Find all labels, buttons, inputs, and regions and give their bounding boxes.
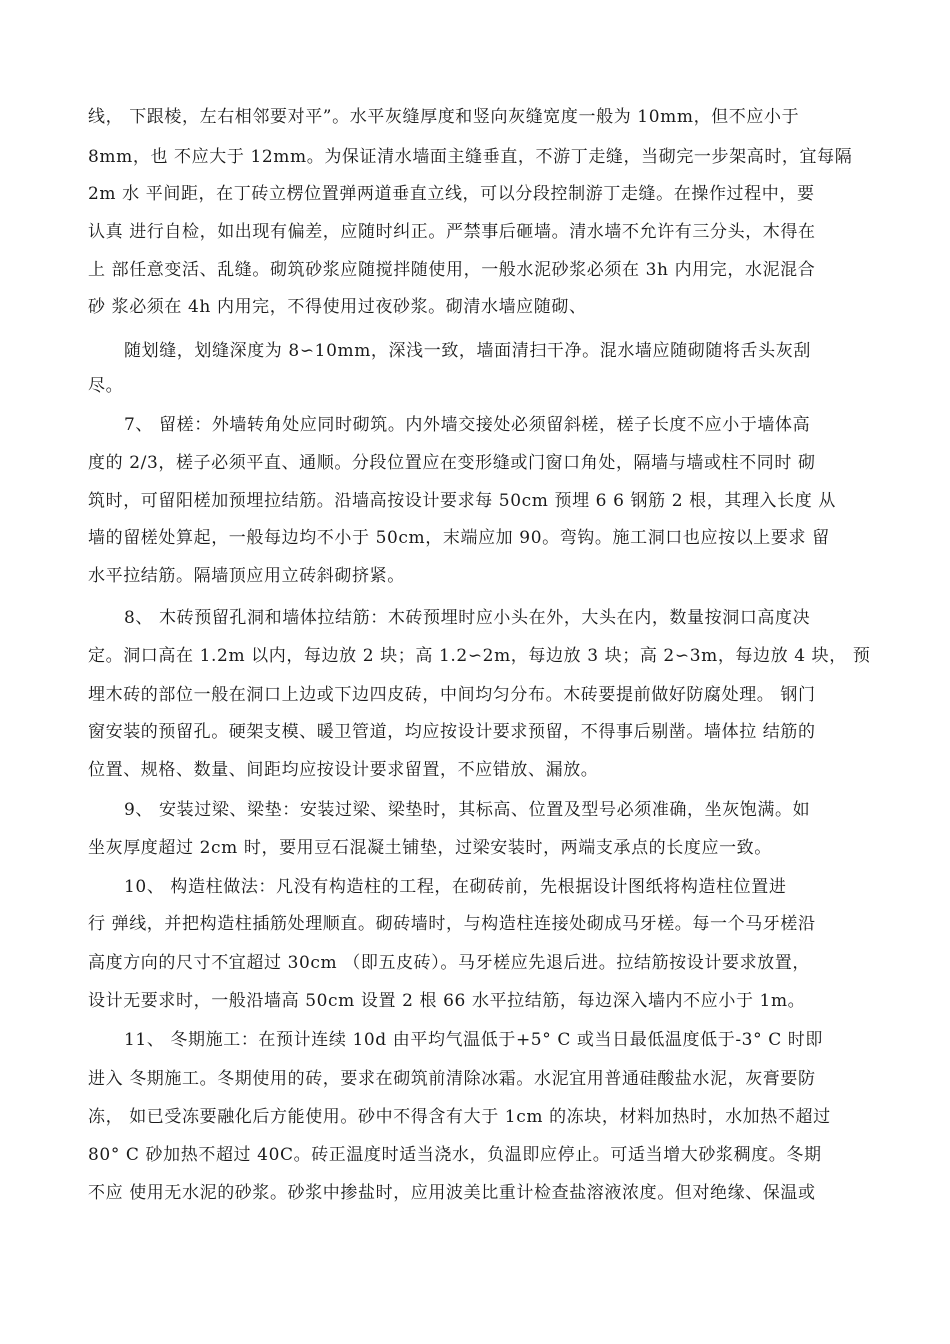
text-line: 10、 构造柱做法：凡没有构造柱的工程，在砌砖前，先根据设计图纸将构造柱位置进: [124, 877, 787, 897]
text-line: 不应 使用无水泥的砂浆。砂浆中掺盐时，应用波美比重计检查盐溶液浓度。但对绝缘、保温或: [88, 1183, 816, 1203]
text-line: 随划缝，划缝深度为 8∽10mm，深浅一致，墙面清扫干净。混水墙应随砌随将舌头灰刮: [124, 341, 811, 361]
text-line: 7、 留槎：外墙转角处应同时砌筑。内外墙交接处必须留斜槎，槎子长度不应小于墙体高: [124, 415, 811, 435]
text-line: 8、 木砖预留孔洞和墙体拉结筋：木砖预埋时应小头在外，大头在内，数量按洞口高度决: [124, 608, 811, 628]
text-line: 上 部任意变活、乱缝。砌筑砂浆应随搅拌随使用，一般水泥砂浆必须在 3h 内用完，水泥混合: [88, 260, 816, 280]
text-line: 设计无要求时，一般沿墙高 50cm 设置 2 根 66 水平拉结筋，每边深入墙内不应小于 1m。: [88, 991, 806, 1011]
text-line: 水平拉结筋。隔墙顶应用立砖斜砌挤紧。: [88, 566, 405, 586]
text-line: 度的 2/3，槎子必须平直、通顺。分段位置应在变形缝或门窗口角处，隔墙与墙或柱不同时 砌: [88, 453, 816, 473]
text-line: 筑时，可留阳槎加预埋拉结筋。沿墙高按设计要求每 50cm 预埋 6 6 钢筋 2 根，其理入长度 从: [88, 491, 836, 511]
text-line: 行 弹线，并把构造柱插筋处理顺直。砌砖墙时，与构造柱连接处砌成马牙槎。每一个马牙槎沿: [88, 914, 816, 934]
text-line: 80° C 砂加热不超过 40C。砖正温度时适当浇水，负温即应停止。可适当增大砂浆稠度。冬期: [88, 1145, 822, 1165]
text-line: 11、 冬期施工：在预计连续 10d 由平均气温低于+5° C 或当日最低温度低于-3° C 时即: [124, 1030, 824, 1050]
text-line: 位置、规格、数量、间距均应按设计要求留置，不应错放、漏放。: [88, 760, 599, 780]
text-line: 墙的留槎处算起，一般每边均不小于 50cm，末端应加 90。弯钩。施工洞口也应按以上要求 留: [88, 528, 830, 548]
text-line: 尽。: [88, 376, 124, 396]
text-line: 砂 浆必须在 4h 内用完，不得使用过夜砂浆。砌清水墙应随砌、: [88, 297, 587, 317]
text-line: 冻， 如已受冻要融化后方能使用。砂中不得含有大于 1cm 的冻块，材料加热时，水加热不超过: [88, 1107, 831, 1127]
text-line: 8mm，也 不应大于 12mm。为保证清水墙面主缝垂直，不游丁走缝，当砌完一步架高时，宜每隔: [88, 147, 853, 167]
text-line: 窗安装的预留孔。硬架支模、暖卫管道，均应按设计要求预留，不得事后剔凿。墙体拉 结筋的: [88, 722, 816, 742]
text-line: 埋木砖的部位一般在洞口上边或下边四皮砖，中间均匀分布。木砖要提前做好防腐处理。 钢门: [88, 685, 816, 705]
text-line: 坐灰厚度超过 2cm 时，要用豆石混凝土铺垫，过梁安装时，两端支承点的长度应一致。: [88, 838, 772, 858]
text-line: 9、 安装过梁、梁垫：安装过梁、梁垫时，其标高、位置及型号必须准确，坐灰饱满。如: [124, 800, 811, 820]
text-line: 高度方向的尺寸不宜超过 30cm （即五皮砖）。马牙槎应先退后进。拉结筋按设计要求放置，: [88, 953, 810, 973]
text-line: 进入 冬期施工。冬期使用的砖，要求在砌筑前清除冰霜。水泥宜用普通硅酸盐水泥，灰膏要防: [88, 1069, 816, 1089]
text-line: 定。洞口高在 1.2m 以内，每边放 2 块；高 1.2∽2m，每边放 3 块；高 2∽3m，每边放 4 块， 预: [88, 646, 871, 666]
text-line: 认真 进行自检，如出现有偏差，应随时纠正。严禁事后砸墙。清水墙不允许有三分头，木得在: [88, 222, 816, 242]
text-line: 2m 水 平间距，在丁砖立楞位置弹两道垂直立线，可以分段控制游丁走缝。在操作过程中，要: [88, 184, 815, 204]
text-line: 线， 下跟棱，左右相邻要对平”。水平灰缝厚度和竖向灰缝宽度一般为 10mm，但不应小于: [88, 107, 800, 127]
